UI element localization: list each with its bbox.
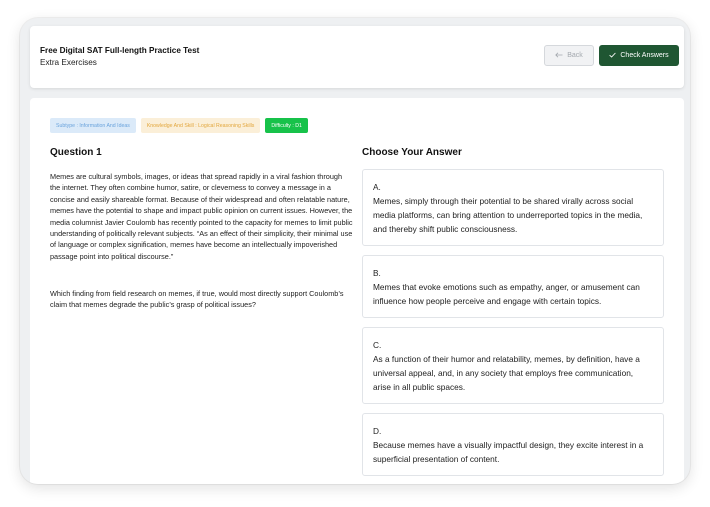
check-answers-label: Check Answers [620,52,669,59]
header-bar [30,26,684,88]
answer-choice-c[interactable] [362,327,664,404]
choice-letter: C. [373,340,382,350]
subtype-tag: Subtype : Information And Ideas [50,118,136,133]
back-button[interactable] [544,45,594,66]
question-passage: Memes are cultural symbols, images, or ideas that spread rapidly in a viral fashion through the internet. They often combine humor, satire, or cleverness to convey a message in a concise and easily shareable format. Because of their widespread and often relatable nature, memes have the potential to shape and impact public opinion on current issues. However, the media columnist Javier Coulomb has recently pointed to the capacity for memes to limit public understanding of politically relevant subjects. “As an effect of their simplicity, their minimal use of language or complex signification, memes have become an intellectually impoverished passage point into political discourse.” [50,172,353,261]
check-icon [609,52,616,60]
choice-letter: A. [373,182,381,192]
answer-choice-b[interactable] [362,255,664,318]
answer-choice-d[interactable] [362,413,664,476]
difficulty-badge: Difficulty : D1 [265,118,307,133]
choice-text: Because memes have a visually impactful design, they excite interest in a superficial presentation of content. [373,440,644,464]
check-answers-button[interactable] [599,45,679,66]
question-panel [30,98,684,484]
back-button-label: Back [567,52,583,59]
knowledge-skill-tag: Knowledge And Skill : Logical Reasoning Skills [141,118,261,133]
answers-title: Choose Your Answer [362,147,462,158]
choice-text: Memes that evoke emotions such as empathy, anger, or amusement can influence how people perceive and engage with certain topics. [373,282,640,306]
test-subtitle: Extra Exercises [40,58,97,67]
question-title: Question 1 [50,147,102,158]
choice-text: Memes, simply through their potential to be shared virally across social media platforms, can bring attention to underreported topics in the media, and thereby shift public consciousness. [373,196,643,234]
answer-choice-a[interactable] [362,169,664,246]
app-window [20,18,690,484]
choice-letter: B. [373,268,381,278]
test-title: Free Digital SAT Full-length Practice Test [40,46,200,55]
choice-letter: D. [373,426,382,436]
choice-text: As a function of their humor and relatability, memes, by definition, have a universal appeal, and, in any society that employs free communication, arise in all public spaces. [373,354,640,392]
tag-row [50,118,308,133]
arrow-left-icon [555,52,563,60]
question-prompt: Which finding from field research on memes, if true, would most directly support Coulomb’s claim that memes degrade the public’s grasp of political issues? [50,289,344,310]
